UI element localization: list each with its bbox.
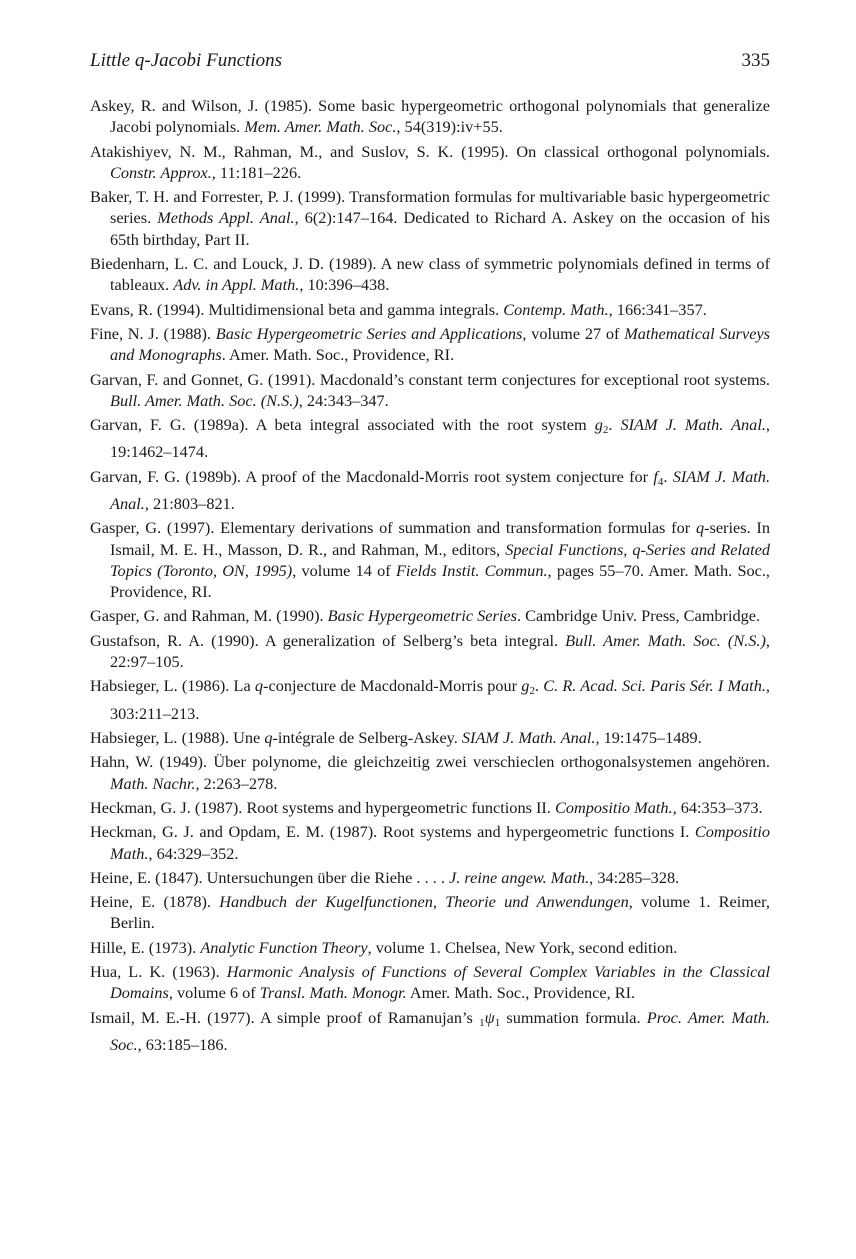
reference-text: Heckman, G. J. (1987). Root systems and hypergeometric functions II. [90,797,555,817]
reference-text: . [534,676,544,696]
italic-text: Bull. Amer. Math. Soc. (N.S.) [565,630,766,650]
reference-entry [90,605,770,626]
reference-text: summation formula. [500,1007,647,1027]
reference-text: , 64:329–352. [148,843,239,863]
running-head [90,50,770,80]
reference-text: , pages 55–70. Amer. Math. Soc., Providence, RI. [110,560,771,601]
reference-text: Garvan, F. and Gonnet, G. (1991). Macdonald’s constant term conjectures for exceptional root systems. [90,369,770,389]
reference-text: , 19:1462–1474. [110,415,770,462]
reference-list [90,95,770,1058]
reference-text: Gasper, G. (1997). Elementary derivations of summation and transformation formulas for [90,518,696,538]
reference-text: Gasper, G. and Rahman, M. (1990). [90,606,328,626]
italic-text: Proc. Amer. Math. Soc. [110,1007,770,1055]
reference-text: Habsieger, L. (1986). La [90,676,255,696]
italic-text: Methods Appl. Anal. [157,208,295,228]
italic-text: Compositio Math. [554,797,673,817]
reference-text: , 166:341–357. [608,299,707,319]
reference-text: , 19:1475–1489. [595,727,702,747]
reference-entry [90,95,770,137]
reference-entry [90,751,770,793]
italic-text: Analytic Function Theory [200,937,368,957]
reference-text: , volume 1. Chelsea, New York, second edition. [367,937,678,957]
reference-text: Atakishiyev, N. M., Rahman, M., and Suslov, S. K. (1995). On classical orthogonal polynomials. [90,141,770,161]
italic-text: q [695,518,705,538]
reference-text: -intégrale de Selberg-Askey. [272,727,462,747]
italic-text: Mem. Amer. Math. Soc. [244,117,397,137]
italic-text: f [653,466,658,486]
reference-text: Heine, E. (1878). [90,892,220,912]
reference-text: . [608,415,621,435]
italic-text: g [594,415,603,435]
reference-text: Hua, L. K. (1963). [90,962,227,982]
reference-text: , volume 27 of [522,323,625,343]
reference-text: , 63:185–186. [137,1035,228,1055]
reference-text: , 34:285–328. [589,867,680,887]
italic-text: Basic Hypergeometric Series and Applications [215,323,523,343]
reference-entry [90,1007,770,1055]
italic-text: Transl. Math. Monogr. [259,983,407,1003]
italic-text: Compositio Math. [110,822,770,863]
reference-entry [90,253,770,295]
reference-text: Evans, R. (1994). Multidimensional beta and gamma integrals. [90,299,504,319]
reference-text: , 6(2):147–164. Dedicated to Richard A. Askey on the occasion of his 65th birthday, Part II. [110,208,770,249]
page-number: 335 [741,50,770,71]
subscript: 4 [657,475,664,488]
reference-entry [90,937,770,958]
reference-text: Ismail, M. E.-H. (1977). A simple proof of Ramanujan’s [90,1007,480,1027]
reference-text: , 22:97–105. [110,630,770,671]
reference-entry [90,821,770,863]
reference-text: Fine, N. J. (1988). [90,323,216,343]
subscript: 2 [602,424,609,437]
italic-text: Math. Nachr. [110,773,196,793]
reference-entry [90,891,770,933]
reference-text: Hille, E. (1973). [90,937,201,957]
reference-text: Biedenharn, L. C. and Louck, J. D. (1989). A new class of symmetric polynomials defined in terms of tableaux. [90,253,770,295]
reference-text: . Amer. Math. Soc., Providence, RI. [221,345,455,365]
reference-entry [90,517,770,602]
reference-entry [90,323,770,365]
italic-text: Adv. in Appl. Math. [173,275,300,295]
reference-text: , 24:343–347. [298,390,389,410]
italic-text: SIAM J. Math. Anal. [620,415,766,435]
reference-text: . Cambridge Univ. Press, Cambridge. [516,606,761,626]
reference-text: -series. In Ismail, M. E. H., Masson, D. R., and Rahman, M., editors, [110,518,770,559]
italic-text: Contemp. Math. [503,299,609,319]
reference-text: , 2:263–278. [195,773,278,793]
italic-text: C. R. Acad. Sci. Paris Sér. I Math. [543,676,766,696]
italic-text: Special Functions, q-Series and Related Topics (Toronto, ON, 1995) [110,539,771,580]
reference-entry [90,961,770,1003]
italic-text: SIAM J. Math. Anal. [110,466,771,513]
italic-text: ψ [484,1007,495,1027]
italic-text: q [254,676,264,696]
reference-text: Garvan, F. G. (1989b). A proof of the Macdonald-Morris root system conjecture for [90,466,654,486]
subscript: 1 [494,1016,501,1029]
reference-text: , 54(319):iv+55. [396,117,503,137]
reference-entry [90,369,770,411]
subscript: 2 [529,685,535,698]
italic-text: SIAM J. Math. Anal. [461,727,596,747]
italic-text: q [264,727,273,747]
reference-text: Heckman, G. J. and Opdam, E. M. (1987). Root systems and hypergeometric functions I. [90,822,695,842]
reference-text: , 21:803–821. [144,493,235,513]
reference-entry [90,797,770,818]
reference-entry [90,630,770,672]
italic-text: Fields Instit. Commun. [395,560,548,580]
reference-text: Garvan, F. G. (1989a). A beta integral associated with the root system [90,415,595,435]
running-title: Little q-Jacobi Functions [90,50,283,71]
reference-text: , 303:211–213. [110,676,770,723]
italic-text: J. reine angew. Math. [449,867,590,887]
reference-entry [90,141,770,183]
italic-text: Harmonic Analysis of Functions of Several Complex Variables in the Classical Domains [110,962,770,1003]
reference-text: Amer. Math. Soc., Providence, RI. [406,983,636,1003]
reference-entry [90,867,770,888]
reference-text: Baker, T. H. and Forrester, P. J. (1999). Transformation formulas for multivariable basic hypergeometric series. [90,187,770,228]
italic-text: Mathematical Surveys and Monographs [110,323,771,365]
reference-text: Heine, E. (1847). Untersuchungen über die Riehe . . . . [90,867,449,887]
italic-text: Handbuch der Kugelfunctionen, Theorie und Anwendungen [219,892,629,912]
reference-text: , volume 6 of [168,983,260,1003]
reference-text: Habsieger, L. (1988). Une [90,727,265,747]
subscript: 1 [479,1016,485,1029]
italic-text: Bull. Amer. Math. Soc. (N.S.) [110,390,299,410]
reference-text: , 10:396–438. [299,275,390,295]
italic-text: Basic Hypergeometric Series [327,606,517,626]
reference-text: , volume 14 of [292,560,396,580]
reference-entry [90,414,770,462]
reference-text: -conjecture de Macdonald-Morris pour [263,676,522,696]
reference-entry [90,675,770,723]
reference-text: Askey, R. and Wilson, J. (1985). Some basic hypergeometric orthogonal polynomials that generalize Jacobi polynomials. [90,96,770,137]
reference-entry [90,186,770,250]
reference-text: Hahn, W. (1949). Über polynome, die gleichzeitig zwei verschieclen orthogonalsystemen angehören. [90,752,770,772]
italic-text: g [521,676,530,696]
reference-text: . [663,466,673,486]
reference-entry [90,727,770,748]
reference-text: , 11:181–226. [211,162,302,182]
reference-text: Gustafson, R. A. (1990). A generalization of Selberg’s beta integral. [90,630,566,650]
reference-text: , 64:353–373. [672,797,763,817]
italic-text: Constr. Approx. [110,162,212,182]
reference-entry [90,466,770,514]
reference-text: , volume 1. Reimer, Berlin. [110,892,771,933]
reference-entry [90,299,770,320]
